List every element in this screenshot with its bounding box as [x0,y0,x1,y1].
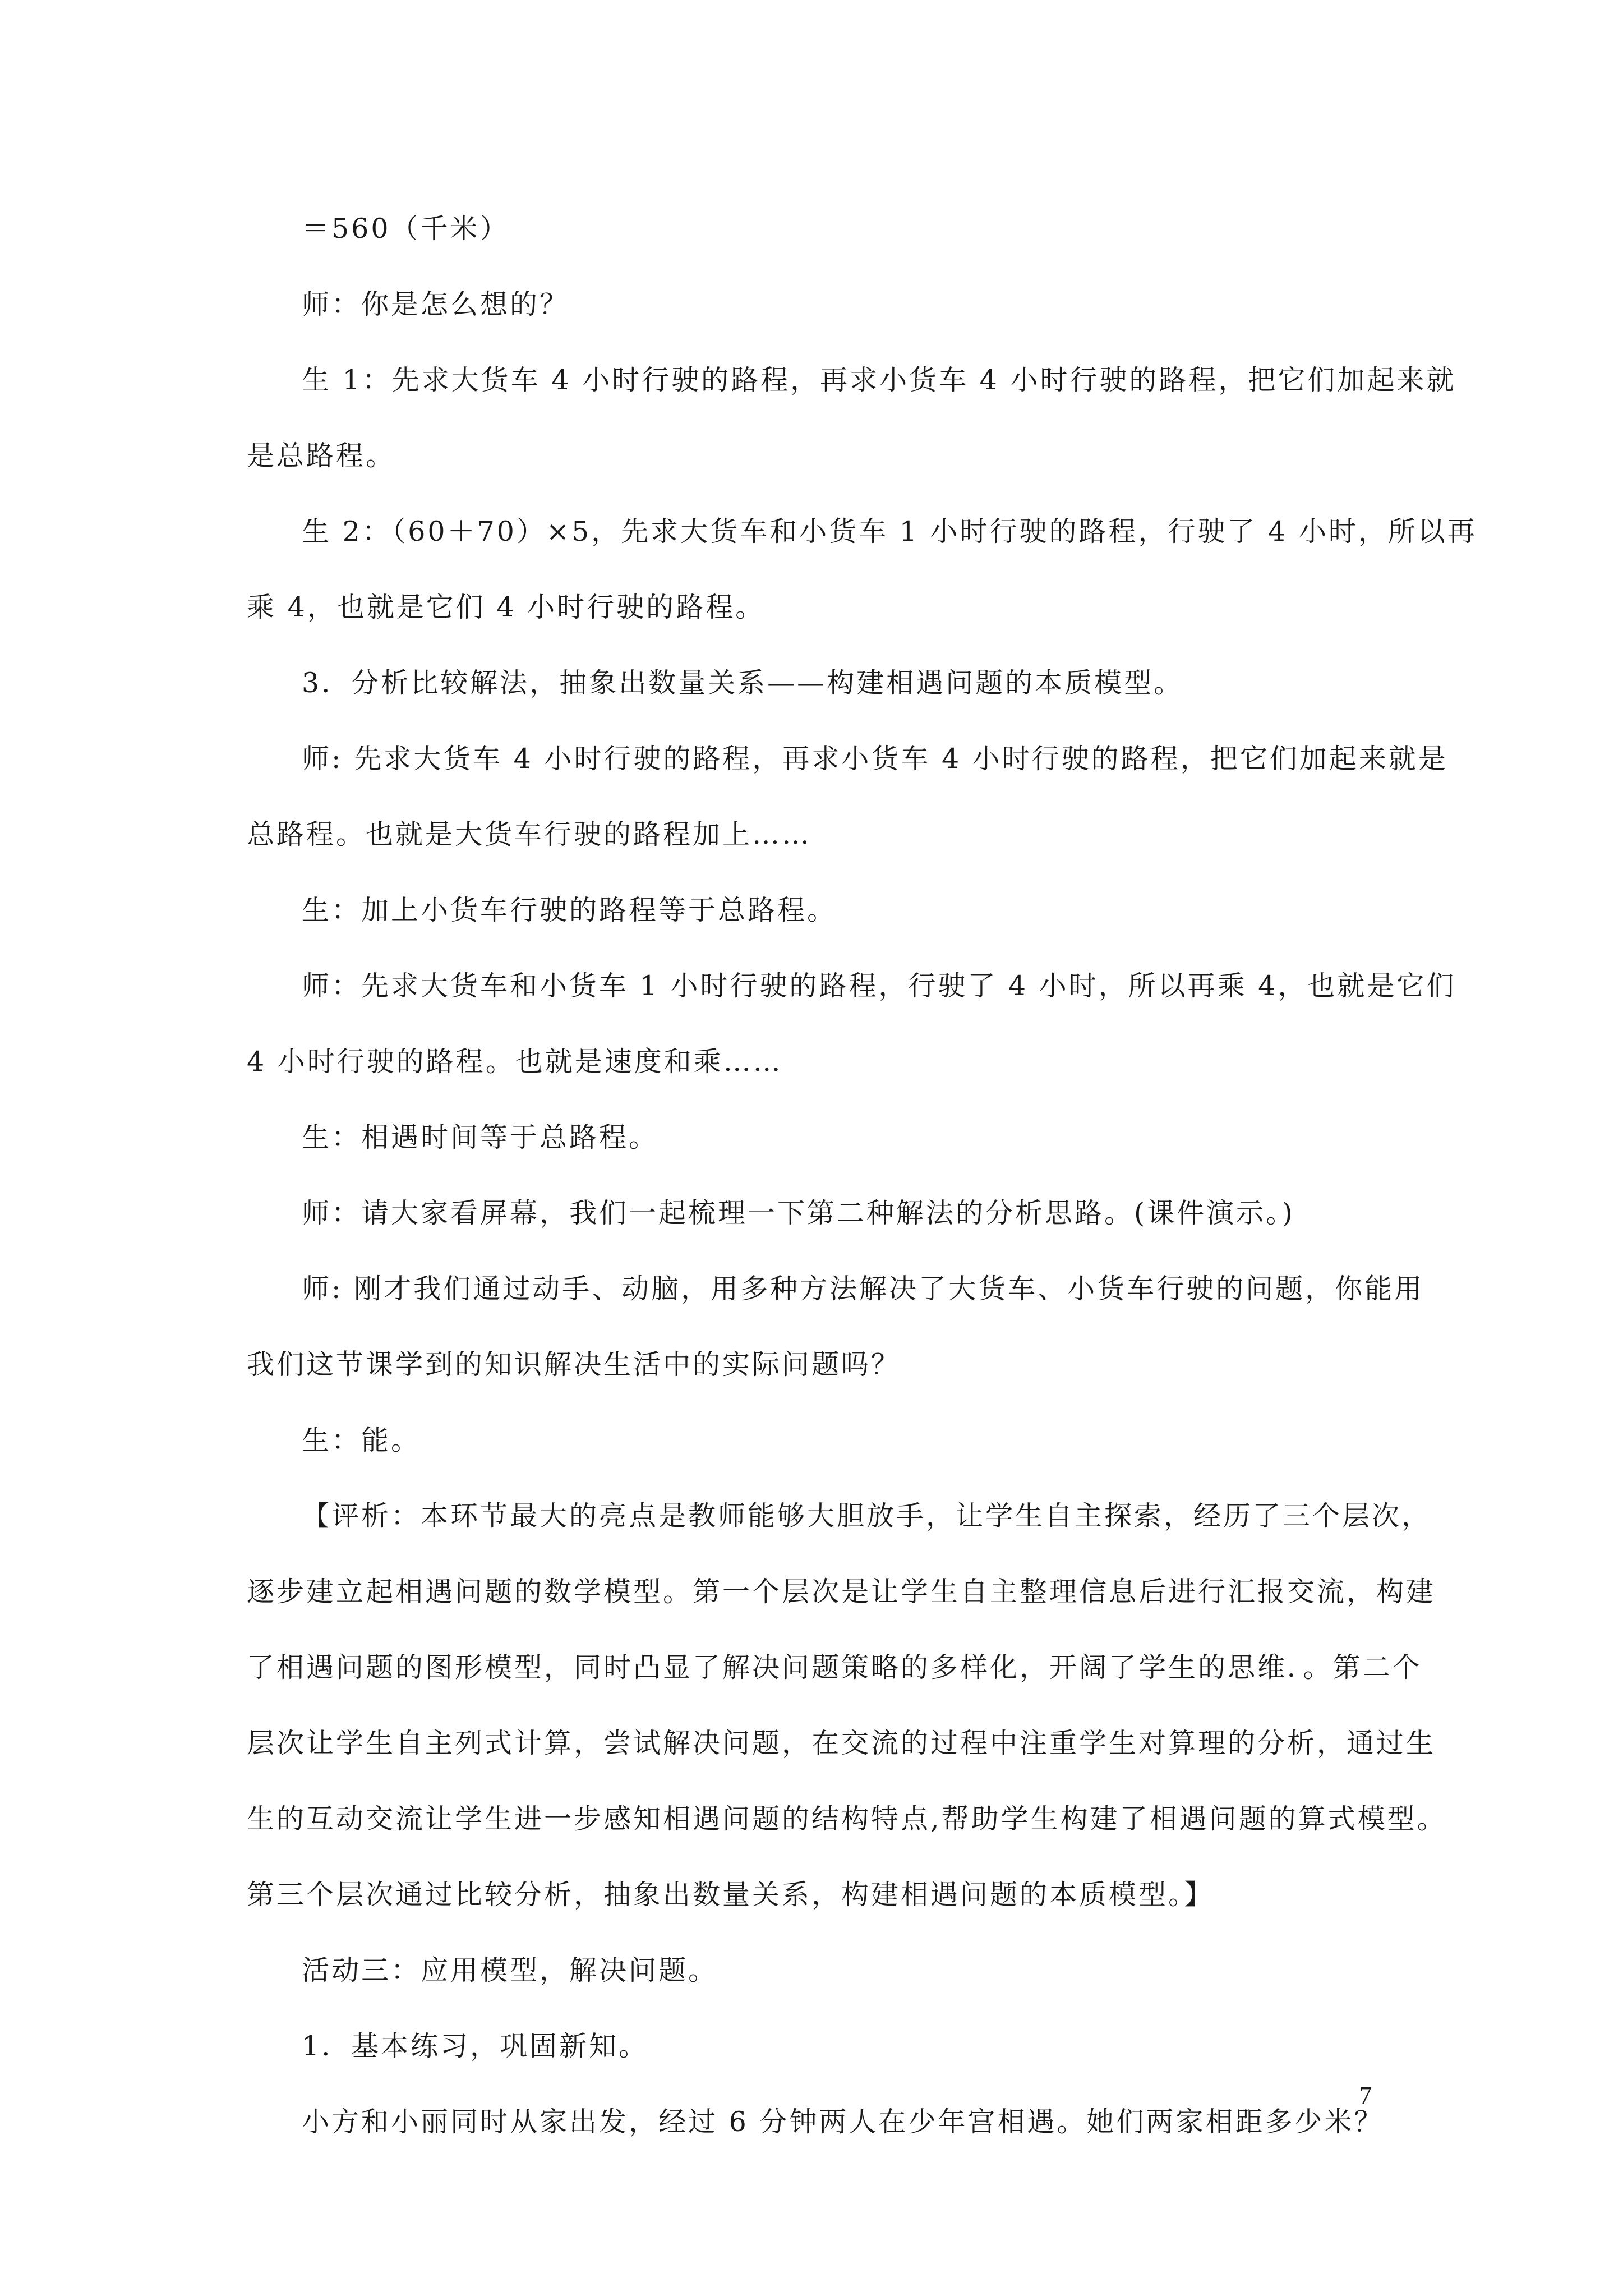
text-line: 生的互动交流让学生进一步感知相遇问题的结构特点,帮助学生构建了相遇问题的算式模型。 [247,1803,1447,1835]
text-line: 4 小时行驶的路程。也就是速度和乘…… [247,1046,783,1078]
text-line: 活动三：应用模型，解决问题。 [302,1954,718,1986]
text-line: 生：加上小货车行驶的路程等于总路程。 [302,894,837,926]
text-line: 生 1：先求大货车 4 小时行驶的路程，再求小货车 4 小时行驶的路程，把它们加起来就 [302,364,1456,396]
text-line: 乘 4，也就是它们 4 小时行驶的路程。 [247,591,766,623]
text-line: 1．基本练习，巩固新知。 [302,2030,649,2062]
page-number: 7 [1359,2082,1372,2109]
text-line: 师：请大家看屏幕，我们一起梳理一下第二种解法的分析思路。(课件演示。) [302,1197,1295,1229]
text-line: 层次让学生自主列式计算，尝试解决问题，在交流的过程中注重学生对算理的分析，通过生 [247,1727,1436,1759]
text-line: 3．分析比较解法，抽象出数量关系——构建相遇问题的本质模型。 [302,667,1184,699]
text-line: 了相遇问题的图形模型，同时凸显了解决问题策略的多样化，开阔了学生的思维．。第二个 [247,1651,1422,1683]
text-line: 生：能。 [302,1424,421,1456]
text-line: 逐步建立起相遇问题的数学模型。第一个层次是让学生自主整理信息后进行汇报交流，构建 [247,1576,1436,1608]
text-line: 师：你是怎么想的？ [302,288,570,320]
text-line: 师：先求大货车和小货车 1 小时行驶的路程，行驶了 4 小时，所以再乘 4，也就是它们 [302,970,1456,1002]
text-line: 生：相遇时间等于总路程。 [302,1121,659,1153]
text-line: 生 2：（60＋70）×5，先求大货车和小货车 1 小时行驶的路程，行驶了 4 小时，所以再 [302,516,1477,547]
text-line: 总路程。也就是大货车行驶的路程加上…… [247,818,812,850]
text-line: 师: 刚才我们通过动手、动脑，用多种方法解决了大货车、小货车行驶的问题，你能用 [302,1273,1424,1305]
text-line: 我们这节课学到的知识解决生活中的实际问题吗？ [247,1349,901,1381]
text-line: 【评析：本环节最大的亮点是教师能够大胆放手，让学生自主探索，经历了三个层次， [302,1500,1432,1532]
text-line: 第三个层次通过比较分析，抽象出数量关系，构建相遇问题的本质模型。】 [247,1879,1214,1911]
text-line: 师: 先求大货车 4 小时行驶的路程，再求小货车 4 小时行驶的路程，把它们加起来就是 [302,743,1448,775]
text-line: 小方和小丽同时从家出发，经过 6 分钟两人在少年宫相遇。她们两家相距多少米？ [302,2106,1384,2138]
text-line: 是总路程。 [247,440,396,472]
text-line: ＝560（千米） [302,213,510,245]
